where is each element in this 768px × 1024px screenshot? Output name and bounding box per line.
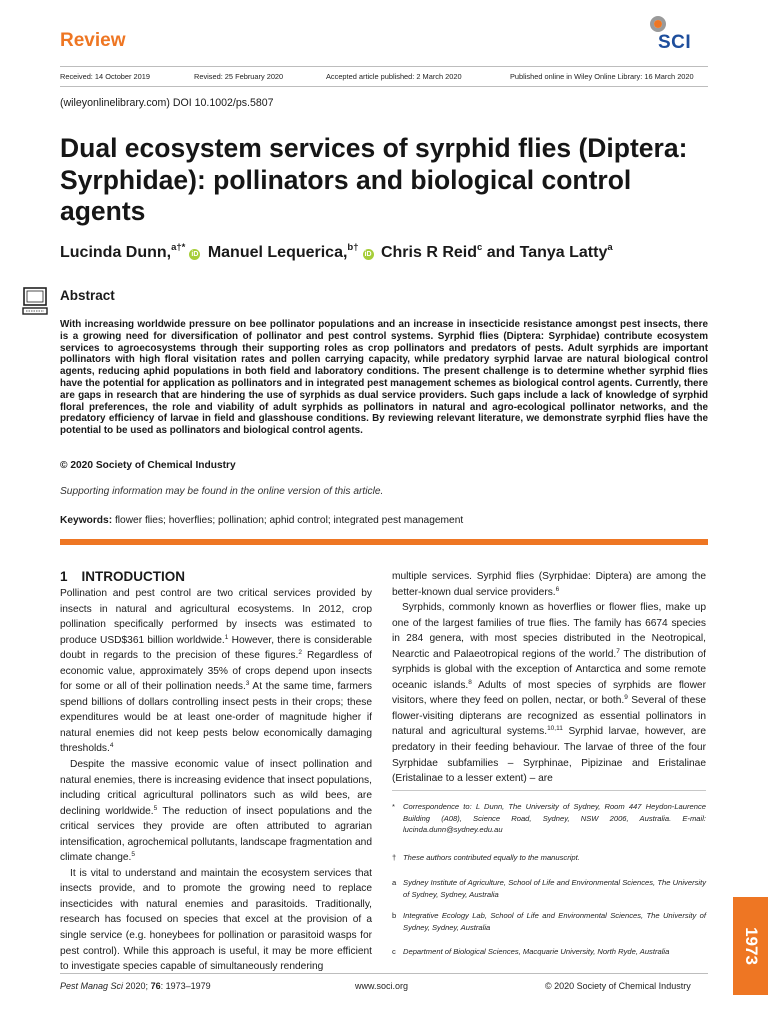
intro-paragraph-3-cont: multiple services. Syrphid flies (Syrphidae: Diptera) are among the better-known dual service providers.$^6$ [392, 571, 706, 598]
journal-name: Pest Manag Sci [60, 981, 124, 991]
abstract-heading: Abstract [60, 288, 115, 303]
author-name[interactable]: Lucinda Dunn, [60, 244, 172, 261]
citation-reference[interactable]: 4 [109, 742, 114, 750]
author-affiliation-mark: c [476, 242, 483, 253]
section-divider [60, 539, 708, 545]
citation-reference[interactable]: 2 [298, 649, 302, 657]
published-date: Published online in Wiley Online Library: 16 March 2020 [510, 72, 694, 81]
footnote-text: Correspondence to: L Dunn, The University of Sydney, Room 447 Heydon-Laurence Building (A08), Science Road, Sydney, NSW 2006, Australia. E-mail: lucinda.dunn@sydney.edu.au [403, 802, 706, 834]
author-affiliation-mark: a [607, 242, 613, 253]
author-affiliation-mark: b† [347, 242, 359, 253]
citation-reference[interactable]: 1 [224, 633, 229, 641]
citation-reference[interactable]: 6 [555, 585, 560, 593]
author-affiliation-mark: a†* [171, 242, 186, 253]
section-number: 1 [60, 569, 68, 584]
computer-icon [22, 287, 48, 317]
footnote-correspondence [392, 801, 706, 836]
intro-paragraph-3: It is vital to understand and maintain the ecosystem services that insects provide, and to promote the growing need to replace insecticides with natural enemies and parasitoids. Traditionally, research has focused on species that excel at the provision of a single service (e.g. honeybees for pollination or parasitoid wasps for pest control). While this approach is useful, it may be more efficient to investigate species capable of simultaneously rendering [60, 867, 372, 973]
citation-reference[interactable]: 5 [131, 851, 135, 859]
revised-date: Revised: 25 February 2020 [194, 72, 284, 81]
article-title: Dual ecosystem services of syrphid flies (Diptera: Syrphidae): pollinators and biological control agents [60, 133, 688, 226]
footnote-equal-contribution [392, 852, 706, 864]
footer-copyright: © 2020 Society of Chemical Industry [545, 981, 691, 991]
intro-paragraph-2: Despite the massive economic value of insect pollination and natural enemies, there is increasing evidence that insect populations, including critical agricultural pollinators such as wild bees, are declining worldwide.$^5$ The reduction of insect populations and the critical services they provide are often attributed to agrarian intensification, agrochemical pollutants, landscape fragmentation and climate change.$^5$ [60, 759, 372, 864]
footnote-mark: † [392, 853, 397, 862]
footnote-text: These authors contributed equally to the manuscript. [403, 853, 580, 862]
author-name[interactable]: Manuel Lequerica, [207, 244, 348, 261]
footer-rule [60, 973, 708, 974]
footnote-mark: * [392, 802, 395, 811]
citation-reference[interactable]: 9 [624, 694, 628, 702]
footnote-mark: a [392, 878, 397, 887]
citation-reference[interactable]: 5 [153, 804, 158, 812]
citation-reference[interactable]: 10,11 [547, 725, 563, 733]
author-name[interactable]: Chris R Reid [380, 244, 477, 261]
page-range: : 1973–1979 [160, 981, 211, 991]
citation-year: 2020; [123, 981, 151, 991]
section-title: INTRODUCTION [81, 569, 186, 584]
footnote-affiliation-a [392, 877, 706, 900]
keywords-line [60, 515, 463, 526]
footnote-affiliation-c [392, 946, 706, 958]
abstract-text: With increasing worldwide pressure on bee pollinator populations and an increase in insecticide resistance amongst pest insects, there is a growing need for diversification of pollinator and pest control systems. Syrphid flies (Diptera: Syrphidae) contribute ecosystem services to agroecosystems through their supporting roles as crop pollinators and predators of pests. Adult syrphids are important pollinators with high floral visitation rates and pollen carrying capacity, while predatory syrphid larvae are natural biological control agents, reducing aphid populations in both field and laboratory conditions. The present challenge is to determine whether syrphid flies have the potential for application as pollinators and in integrated pest management schemes as biological control agents. Currently, there are gaps in research that are hindering the use of syrphids as dual service providers. Such gaps include a lack of knowledge of syrphid floral preferences, the role and viability of adult syrphids as pollinators in natural and agro-ecological pollinator networks, and the predatory efficiency of larvae in field and glasshouse conditions. By reviewing relevant literature, we demonstrate syrphid flies have the potential to be used as pollinators and biological control agents. [60, 319, 708, 437]
footer-citation [60, 981, 211, 991]
footnote-text: Sydney Institute of Agriculture, School of Life and Environmental Sciences, The University of Sydney, Sydney, Australia [403, 878, 706, 899]
supporting-info-note[interactable]: Supporting information may be found in the online version of this article. [60, 486, 384, 497]
abstract-copyright: © 2020 Society of Chemical Industry [60, 460, 236, 471]
logo-dot-icon [654, 20, 662, 28]
intro-paragraph-4: Syrphids, commonly known as hoverflies or flower flies, make up one of the largest families of true flies. The family has 6674 species in 284 genera, with most species distributed in the Neotropical, Nearctic and Palaeotropical regions of the world.$^7$ The distribution of syrphids is global with the exception of Antarctica and some remote oceanic islands.$^8$ Adults of most species of syrphids are flower visitors, where they feed on pollen, nectar, or both.$^9$ Several of these flower-visiting dipterans are recognized as essential pollinators in natural and agricultural systems.$^{10,11}$ Syrphid larvae, however, are predatory in their feeding behaviour. The larvae of three of the four Syrphidae subfamilies – Syrphinae, Pipizinae and Eristalinae (Eristalinae to a lesser extent) – are [392, 602, 707, 785]
keywords-list: flower flies; hoverflies; pollination; aphid control; integrated pest management [114, 515, 464, 526]
intro-paragraph-1: Pollination and pest control are two critical services provided by insects in natural and agricultural ecosystems. In 2012, crop pollination specifically performed by insects was estimated to produce USD$361 billion worldwide.$^1$ However, there is considerable doubt in regards to the precision of these figures.$^2$ Regardless of economic value, approximately 35% of crops depend upon insects for some or all of their pollination needs.$^3$ At the same time, farmers spend billions of dollars controlling insect pests in their crops; these expenditures would be at least one-order of magnitude higher if natural enemies did not keep pests below economically damaging thresholds.$^4$ [60, 588, 372, 755]
citation-reference[interactable]: 3 [245, 680, 250, 688]
author-list [60, 242, 708, 262]
header-rule [60, 66, 708, 67]
sci-logo [648, 16, 710, 56]
volume-number: 76 [150, 981, 161, 991]
section-label: Review [60, 30, 126, 51]
footnote-rule [392, 790, 706, 791]
dates-rule [60, 86, 708, 87]
footnote-text: Integrative Ecology Lab, School of Life and Environmental Sciences, The University of Sydney, Sydney, Australia [403, 911, 706, 932]
author-name[interactable]: and Tanya Latty [486, 244, 608, 261]
footnote-mark: b [392, 911, 397, 920]
right-column [392, 569, 706, 787]
page-number: 1973 [741, 927, 761, 965]
doi-line[interactable]: (wileyonlinelibrary.com) DOI 10.1002/ps.5807 [60, 97, 274, 109]
left-column [60, 586, 372, 975]
received-date: Received: 14 October 2019 [60, 72, 150, 81]
orcid-icon[interactable]: iD [364, 251, 372, 258]
citation-reference[interactable]: 8 [468, 678, 472, 686]
footnote-mark: c [392, 947, 396, 956]
logo-wordmark: SCI [658, 32, 692, 53]
intro-heading [60, 569, 185, 584]
page-number-tab [733, 897, 768, 995]
citation-reference[interactable]: 7 [616, 647, 620, 655]
footer-website[interactable]: www.soci.org [355, 981, 409, 991]
footnote-affiliation-b [392, 910, 706, 933]
footnote-text: Department of Biological Sciences, Macquarie University, North Ryde, Australia [403, 947, 670, 956]
accepted-date: Accepted article published: 2 March 2020 [326, 72, 462, 81]
orcid-icon[interactable]: iD [191, 251, 199, 258]
keywords-label: Keywords: [60, 515, 113, 526]
